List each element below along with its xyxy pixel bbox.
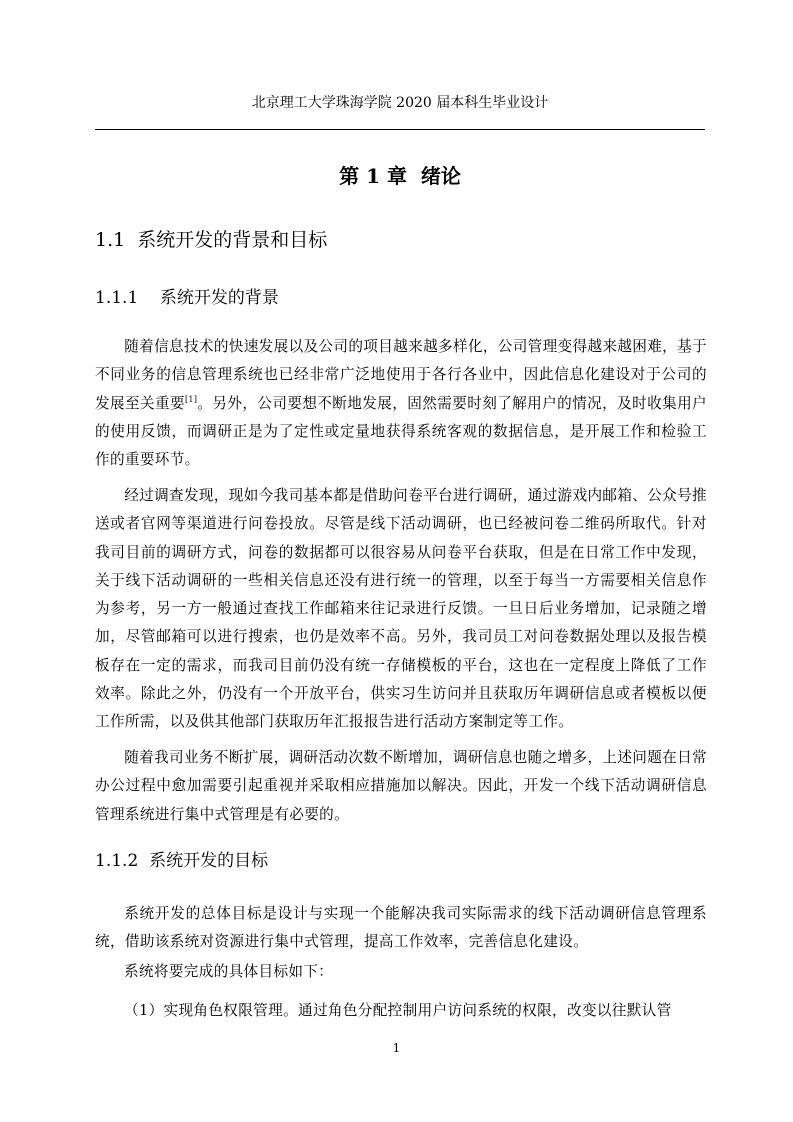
page-number: 1 <box>392 1041 401 1055</box>
citation-reference[interactable]: [1] <box>184 394 198 404</box>
paragraph-goal-1: 系统开发的总体目标是设计与实现一个能解决我司实际需求的线下活动调研信息管理系统，借助该系统对资源进行集中式管理，提高工作效率，完善信息化建设。 <box>95 905 707 951</box>
paragraph-background-3: 随着我司业务不断扩展，调研活动次数不断增加，调研信息也随之增多，上述问题在日常办公过程中愈加需要引起重视并采取相应措施加以解决。因此，开发一个线下活动调研信息管理系统进行集中式管理是有必要的。 <box>95 749 707 823</box>
paragraph-text: 随着信息技术的快速发展以及公司的项目越来越多样化，公司管理变得越来越困难，基于不同业务的信息管理系统也已经非常广泛地使用于各行各业中，因此信息化建设对于公司的发展至关重要 <box>95 338 707 412</box>
paragraph-background-2: 经过调查发现，现如今我司基本都是借助问卷平台进行调研，通过游戏内邮箱、公众号推送或者官网等渠道进行问卷投放。尽管是线下活动调研，也已经被问卷二维码所取代。针对我司目前的调研方式，问卷的数据都可以很容易从问卷平台获取，但是在日常工作中发现，关于线下活动调研的一些相关信息还没有进行统一的管理，以至于每当一方需要相关信息作为参考，另一方一般通过查找工作邮箱来往记录进行反馈。一旦日后业务增加，记录随之增加，尽管邮箱可以进行搜索，也仍是效率不高。另外，我司员工对问卷数据处理以及报告模板存在一定的需求，而我司目前仍没有统一存储模板的平台，这也在一定程度上降低了工作效率。除此之外，仍没有一个开放平台，供实习生访问并且获取历年调研信息或者模板以便工作所需，以及供其他部门获取历年汇报报告进行活动方案制定等工作。 <box>95 487 707 731</box>
header-rule <box>95 129 705 130</box>
paragraph-background-1 <box>95 333 707 474</box>
section-heading-1-1-1: 1.1.1 系统开发的背景 <box>95 288 279 308</box>
paragraph-goal-2: 系统将要完成的具体目标如下： <box>124 963 334 980</box>
section-heading-1-1: 1.1 系统开发的背景和目标 <box>95 229 328 251</box>
section-heading-1-1-2: 1.1.2 系统开发的目标 <box>95 851 269 871</box>
running-header: 北京理工大学珠海学院 2020 届本科生毕业设计 <box>251 95 549 111</box>
paragraph-goal-3: （1）实现角色权限管理。通过角色分配控制用户访问系统的权限，改变以往默认管 <box>124 1002 672 1019</box>
paragraph-text: 。另外，公司要想不断地发展，固然需要时刻了解用户的情况，及时收集用户的使用反馈，而调研正是为了定性或定量地获得系统客观的数据信息，是开展工作和检验工作的重要环节。 <box>95 394 708 469</box>
chapter-title: 第 1 章 绪论 <box>339 164 461 188</box>
